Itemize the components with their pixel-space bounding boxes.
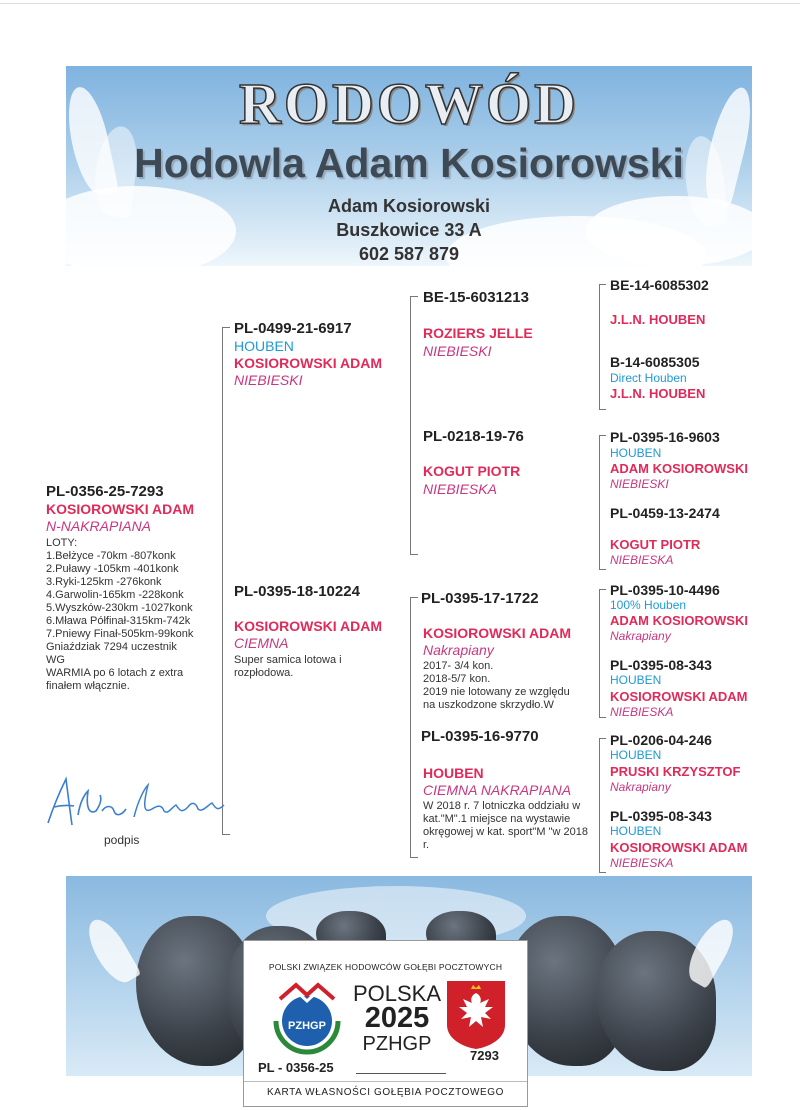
card-year: 2025 <box>364 1002 430 1034</box>
g3-ring: B-14-6085305 <box>610 354 700 370</box>
dd-strain: HOUBEN <box>423 765 484 781</box>
main-ring: PL-0356-25-7293 <box>46 483 164 500</box>
note-line: 2.Puławy -105km -401konk <box>46 563 179 575</box>
note-line: 2017- 3/4 kon. <box>423 660 494 672</box>
page-title: RODOWÓD <box>239 71 579 136</box>
dd-ring: PL-0395-16-9770 <box>421 728 539 745</box>
ds-ring: PL-0395-17-1722 <box>421 590 539 607</box>
note-line: Gniaździak 7294 uczestnik <box>46 641 177 653</box>
note-line: 7.Pniewy Finał-505km-99konk <box>46 628 194 640</box>
pzhgp-logo-icon <box>266 981 348 1061</box>
g3-strain: HOUBEN <box>610 748 662 762</box>
bracket-gen1 <box>222 327 223 834</box>
note-line: 2019 nie lotowany ze względu <box>423 686 570 698</box>
ss-ring: BE-15-6031213 <box>423 289 529 306</box>
note-line: na uszkodzone skrzydło.W <box>423 699 554 711</box>
g3-ring: PL-0395-08-343 <box>610 657 712 673</box>
card-ring-number: 7293 <box>470 1048 499 1063</box>
g3-ring: PL-0206-04-246 <box>610 732 712 748</box>
dam-notes: Super samica lotowa i rozpłodowa. <box>234 654 342 679</box>
g3-color: NIEBIESKA <box>610 856 674 870</box>
ds-notes <box>423 660 603 712</box>
owner-address: Buszkowice 33 A <box>336 220 482 240</box>
sire-ring: PL-0499-21-6917 <box>234 320 352 337</box>
note-line: 2018-5/7 kon. <box>423 673 491 685</box>
note-line: 6.Mława Półfinał-315km-742k <box>46 615 191 627</box>
ds-color: Nakrapiany <box>423 642 494 658</box>
g3-strain: 100% Houben <box>610 598 687 612</box>
g3-breeder: KOSIOROWSKI ADAM <box>610 689 748 704</box>
note-line: WG <box>46 654 65 666</box>
owner-name: Adam Kosiorowski <box>327 196 491 216</box>
ownership-card <box>243 940 528 1107</box>
ss-breeder: ROZIERS JELLE <box>423 325 533 341</box>
g3-breeder: ADAM KOSIOROWSKI <box>610 613 748 628</box>
card-ring-prefix: PL - 0356-25 <box>258 1060 334 1075</box>
note-line: WARMIA po 6 lotach z extra <box>46 667 184 679</box>
g3-breeder: ADAM KOSIOROWSKI <box>610 461 748 476</box>
sd-ring: PL-0218-19-76 <box>423 428 524 445</box>
g3-strain: HOUBEN <box>610 673 662 687</box>
dd-color: CIEMNA NAKRAPIANA <box>423 782 572 798</box>
bracket-gen3-4 <box>599 738 600 872</box>
bracket-gen3-3 <box>599 589 600 717</box>
note-line: finałem włącznie. <box>46 680 130 692</box>
card-org-short: PZHGP <box>362 1033 432 1055</box>
sd-color: NIEBIESKA <box>423 481 497 497</box>
main-color: N-NAKRAPIANA <box>46 518 152 534</box>
top-border <box>0 3 800 4</box>
g3-breeder: KOSIOROWSKI ADAM <box>610 840 748 855</box>
bracket-gen3-1 <box>599 284 600 409</box>
sire-strain: HOUBEN <box>234 338 294 354</box>
polish-eagle-icon <box>445 979 507 1051</box>
bracket-gen3-2 <box>599 435 600 569</box>
g3-breeder: J.L.N. HOUBEN <box>610 312 706 327</box>
kennel-name: Hodowla Adam Kosiorowski <box>134 140 684 186</box>
g3-color: Nakrapiany <box>610 629 671 643</box>
g3-breeder: PRUSKI KRZYSZTOF <box>610 764 741 779</box>
g3-breeder: J.L.N. HOUBEN <box>610 386 706 401</box>
note-line: 1.Bełżyce -70km -807konk <box>46 550 176 562</box>
bracket-gen2-lower <box>410 597 411 857</box>
dam-breeder: KOSIOROWSKI ADAM <box>234 618 383 634</box>
card-org: POLSKI ZWIĄZEK HODOWCÓW GOŁĘBI POCZTOWYCH <box>268 962 503 972</box>
g3-color: NIEBIESKA <box>610 705 674 719</box>
signature-image <box>40 765 235 835</box>
ss-color: NIEBIESKI <box>423 343 492 359</box>
signature-label: podpis <box>104 833 140 847</box>
g3-breeder: KOGUT PIOTR <box>610 537 701 552</box>
note-line: 3.Ryki-125km -276konk <box>46 576 162 588</box>
sire-color: NIEBIESKI <box>234 372 303 388</box>
dam-color: CIEMNA <box>234 635 289 651</box>
note-line: 5.Wyszków-230km -1027konk <box>46 602 193 614</box>
note-line: LOTY: <box>46 537 78 549</box>
main-notes <box>46 537 226 693</box>
g3-ring: PL-0395-16-9603 <box>610 429 720 445</box>
g3-ring: PL-0395-10-4496 <box>610 582 720 598</box>
sire-breeder: KOSIOROWSKI ADAM <box>234 355 383 371</box>
g3-color: NIEBIESKA <box>610 553 674 567</box>
sd-breeder: KOGUT PIOTR <box>423 463 521 479</box>
g3-color: NIEBIESKI <box>610 477 669 491</box>
card-country: POLSKA <box>352 981 442 1006</box>
card-footer: KARTA WŁASNOŚCI GOŁĘBIA POCZTOWEGO <box>266 1087 505 1098</box>
dd-notes: W 2018 r. 7 lotniczka oddziału w kat."M".1 miejsce na wystawie okręgowej w kat. sport"M "w 2018 r. <box>423 800 588 851</box>
g3-color: Nakrapiany <box>610 780 671 794</box>
g3-strain: Direct Houben <box>610 371 687 385</box>
bracket-gen2-upper <box>410 296 411 554</box>
dam-ring: PL-0395-18-10224 <box>234 583 360 600</box>
g3-ring: PL-0459-13-2474 <box>610 505 720 521</box>
ds-breeder: KOSIOROWSKI ADAM <box>423 625 572 641</box>
g3-strain: HOUBEN <box>610 824 662 838</box>
logo-text: PZHGP <box>288 1020 326 1032</box>
main-breeder: KOSIOROWSKI ADAM <box>46 501 195 517</box>
g3-ring: PL-0395-08-343 <box>610 808 712 824</box>
owner-phone: 602 587 879 <box>358 244 460 264</box>
note-line: 4.Garwolin-165km -228konk <box>46 589 184 601</box>
g3-strain: HOUBEN <box>610 446 662 460</box>
g3-ring: BE-14-6085302 <box>610 277 709 293</box>
